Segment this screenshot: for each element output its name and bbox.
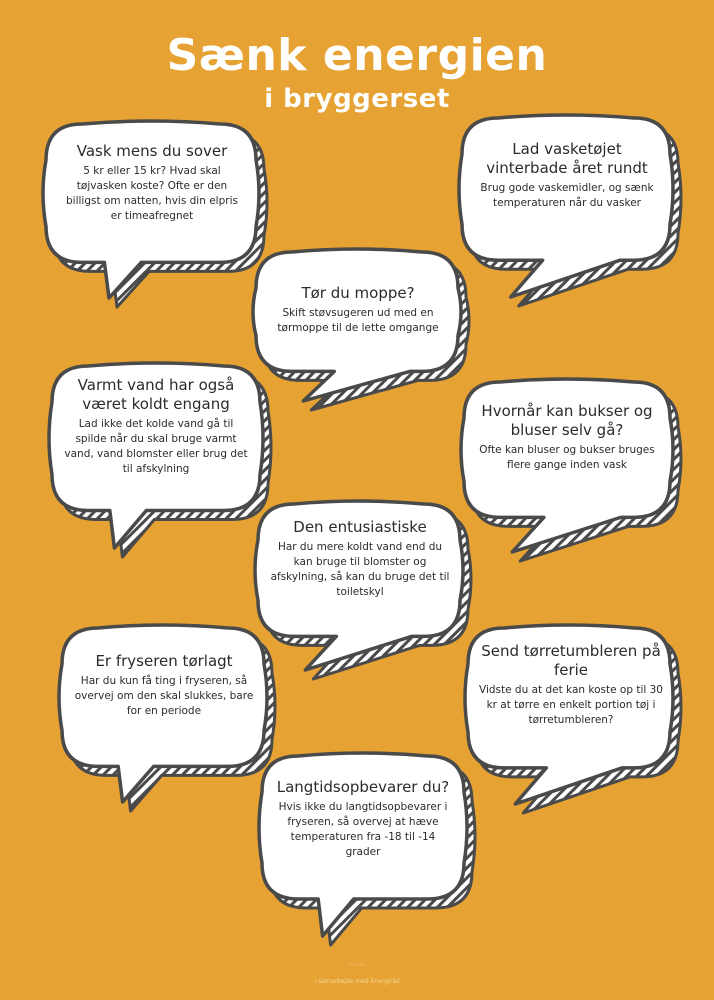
footer-text: I samarbejde med Energiråd	[314, 978, 400, 985]
title-line-1: Sænk energien	[166, 30, 548, 81]
speech-bubble-dry-mop	[250, 246, 472, 411]
bubble-body: Vidste du at det kan koste op til 30 kr at tørre en enkelt portion tøj i tørretumbleren?	[479, 684, 663, 726]
footer-logo-icon: ▭▭▭	[348, 962, 366, 968]
speech-bubble-freezer-off	[56, 622, 278, 812]
bubble-heading: Lad vasketøjet vinterbade året rundt	[486, 140, 648, 177]
speech-bubble-cold-wash	[456, 112, 684, 307]
bubble-body: Hvis ikke du langtidsopbevarer i fryseren, så overvej at hæve temperaturen fra -18 til -14 grader	[278, 801, 448, 858]
bubble-body: Lad ikke det kolde vand gå til spilde når du skal bruge varmt vand, vand blomster eller brug det til afskylning	[64, 418, 248, 475]
bubble-body: 5 kr eller 15 kr? Hvad skal tøjvasken koste? Ofte er den billigst om natten, hvis din elpris er timeafregnet	[66, 165, 238, 222]
bubble-body: Skift støvsugeren ud med en tørmoppe til de lette omgange	[277, 307, 439, 334]
bubble-body: Brug gode vaskemidler, og sænk temperaturen når du vasker	[480, 182, 654, 209]
speech-bubble-reuse-cold-water	[46, 360, 274, 558]
bubble-body: Ofte kan bluser og bukser bruges flere gange inden vask	[479, 444, 655, 471]
bubble-heading: Hvornår kan bukser og bluser selv gå?	[481, 402, 653, 439]
bubble-heading: Send tørretumbleren på ferie	[481, 642, 661, 679]
speech-bubble-wash-at-night	[40, 118, 270, 308]
bubble-heading: Varmt vand har også været koldt engang	[77, 376, 235, 413]
bubble-heading: Langtidsopbevarer du?	[276, 778, 450, 796]
bubble-body: Har du mere koldt vand end du kan bruge til blomster og afskylning, så kan du bruge det til toiletskyl	[270, 541, 450, 598]
title-line-2: i bryggerset	[264, 84, 450, 114]
bubble-heading: Tør du moppe?	[301, 284, 415, 302]
bubble-heading: Er fryseren tørlagt	[95, 652, 233, 670]
bubble-body: Har du kun få ting i fryseren, så overvej om den skal slukkes, bare for en periode	[74, 675, 254, 717]
speech-bubble-tumble-dryer	[462, 622, 684, 814]
speech-bubble-freezer-temperature	[256, 750, 478, 946]
poster-title	[0, 30, 714, 116]
bubble-heading: Vask mens du sover	[76, 142, 228, 160]
speech-bubble-toilet-flush	[252, 498, 474, 680]
bubble-heading: Den entusiastiske	[293, 518, 427, 536]
speech-bubble-wear-again	[458, 376, 684, 562]
